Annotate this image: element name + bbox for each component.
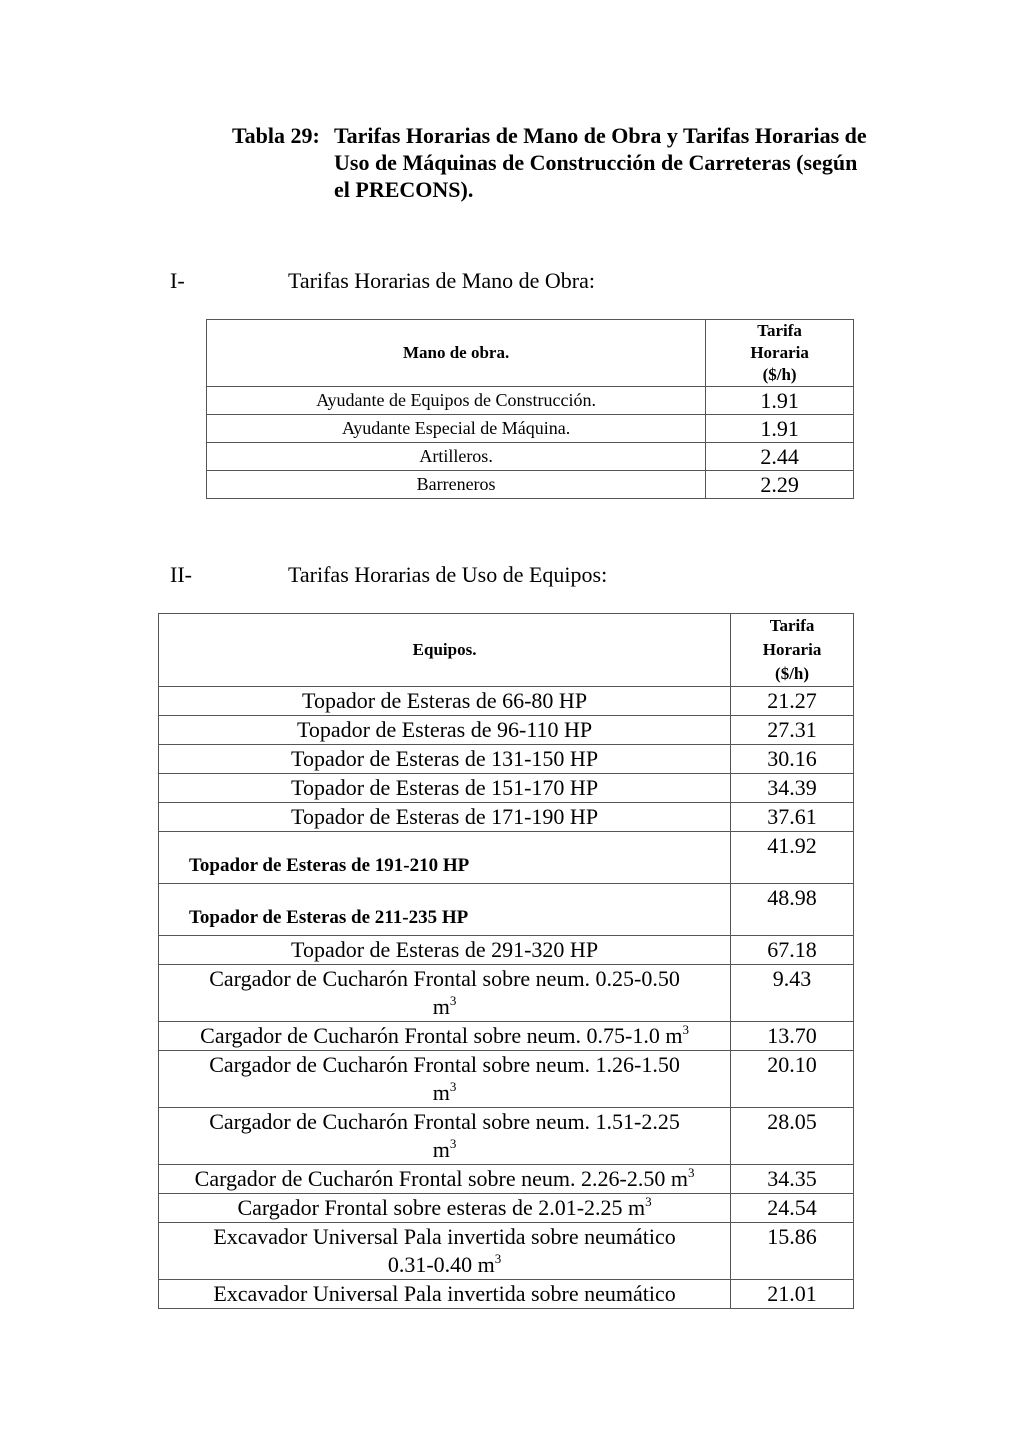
table-row <box>159 1165 854 1194</box>
column-header-equipment: Equipos. <box>159 614 731 687</box>
table-row <box>159 832 854 884</box>
unit-exponent: 3 <box>449 1136 457 1151</box>
equipment-name: Topador de Esteras de 151-170 HP <box>159 774 731 803</box>
unit: m <box>432 1080 450 1105</box>
equipment-name-line-2 <box>159 1251 730 1279</box>
equipment-name <box>159 1108 731 1165</box>
equipment-rate: 20.10 <box>731 1051 854 1108</box>
caption-label: Tabla 29: <box>232 123 320 148</box>
table-header-row <box>159 614 854 687</box>
labor-rate: 2.44 <box>706 443 854 471</box>
table-row <box>159 965 854 1022</box>
labor-name: Ayudante de Equipos de Construcción. <box>207 387 706 415</box>
table-row <box>207 387 854 415</box>
equipment-name <box>159 1022 731 1051</box>
rate-header-line-3: ($/h) <box>762 365 797 384</box>
table-row <box>159 687 854 716</box>
equipment-rate: 30.16 <box>731 745 854 774</box>
table-row <box>207 415 854 443</box>
equipment-name-text: Cargador de Cucharón Frontal sobre neum. 0.75-1.0 m <box>200 1023 683 1048</box>
unit-exponent: 3 <box>449 1079 457 1094</box>
equipment-name: Topador de Esteras de 171-190 HP <box>159 803 731 832</box>
labor-name: Ayudante Especial de Máquina. <box>207 415 706 443</box>
labor-name: Barreneros <box>207 471 706 499</box>
caption-text: Tarifas Horarias de Mano de Obra y Tarifas Horarias de Uso de Máquinas de Construcción de Carreteras (según el PRECONS). <box>334 123 867 202</box>
column-header-labor: Mano de obra. <box>207 320 706 387</box>
table-row <box>159 884 854 936</box>
table-row <box>159 1223 854 1280</box>
equipment-name <box>159 1223 731 1280</box>
table-row <box>207 471 854 499</box>
equipment-name-line-1: Cargador de Cucharón Frontal sobre neum. 1.51-2.25 <box>209 1109 680 1134</box>
equipment-name-line-2 <box>159 1136 730 1164</box>
labor-rate: 1.91 <box>706 415 854 443</box>
equipment-name-line-1: Cargador de Cucharón Frontal sobre neum. 0.25-0.50 <box>209 966 680 991</box>
labor-rate: 2.29 <box>706 471 854 499</box>
table-row <box>159 936 854 965</box>
table-row <box>159 774 854 803</box>
equipment-rate: 34.39 <box>731 774 854 803</box>
equipment-rate: 21.27 <box>731 687 854 716</box>
section-1-title: Tarifas Horarias de Mano de Obra: <box>288 268 595 293</box>
section-2-number: II- <box>170 562 192 587</box>
table-row <box>159 716 854 745</box>
equipment-rate: 15.86 <box>731 1223 854 1280</box>
labor-name: Artilleros. <box>207 443 706 471</box>
equipment-name-text: Cargador Frontal sobre esteras de 2.01-2.25 m <box>237 1195 646 1220</box>
equipment-rate: 9.43 <box>731 965 854 1022</box>
table-row <box>159 1051 854 1108</box>
equipment-name: Topador de Esteras de 96-110 HP <box>159 716 731 745</box>
equipment-name-line-2 <box>159 993 730 1021</box>
table-row <box>159 1022 854 1051</box>
equipment-name-line-1: Cargador de Cucharón Frontal sobre neum. 1.26-1.50 <box>209 1052 680 1077</box>
equipment-rate: 48.98 <box>731 884 854 936</box>
section-1-number: I- <box>170 268 185 293</box>
table-caption <box>232 122 872 203</box>
section-2-title: Tarifas Horarias de Uso de Equipos: <box>288 562 608 587</box>
unit-exponent: 3 <box>687 1165 695 1180</box>
equipment-name: Excavador Universal Pala invertida sobre neumático <box>159 1280 731 1309</box>
equipment-name <box>159 1165 731 1194</box>
labor-rate: 1.91 <box>706 387 854 415</box>
equipment-rate: 13.70 <box>731 1022 854 1051</box>
table-row <box>159 1194 854 1223</box>
unit: 0.31-0.40 m <box>387 1252 495 1277</box>
column-header-rate <box>706 320 854 387</box>
equipment-name-line-1: Excavador Universal Pala invertida sobre neumático <box>213 1224 676 1249</box>
equipment-rate: 24.54 <box>731 1194 854 1223</box>
equipment-name-text: Cargador de Cucharón Frontal sobre neum. 2.26-2.50 m <box>194 1166 688 1191</box>
rate-header-line-1: Tarifa <box>757 321 802 340</box>
table-row <box>207 443 854 471</box>
equipment-name <box>159 965 731 1022</box>
equipment-rate: 34.35 <box>731 1165 854 1194</box>
equipment-name: Topador de Esteras de 211-235 HP <box>159 884 731 936</box>
labor-rates-table <box>206 319 854 499</box>
unit: m <box>432 994 450 1019</box>
table-row <box>159 745 854 774</box>
column-header-rate <box>731 614 854 687</box>
equipment-name-line-2 <box>159 1079 730 1107</box>
equipment-rate: 67.18 <box>731 936 854 965</box>
rate-header-line-3: ($/h) <box>775 664 810 683</box>
equipment-name: Topador de Esteras de 191-210 HP <box>159 832 731 884</box>
equipment-rate: 37.61 <box>731 803 854 832</box>
equipment-rate: 28.05 <box>731 1108 854 1165</box>
equipment-name <box>159 1194 731 1223</box>
equipment-name: Topador de Esteras de 291-320 HP <box>159 936 731 965</box>
rate-header-line-1: Tarifa <box>769 616 815 635</box>
equipment-rate: 27.31 <box>731 716 854 745</box>
unit: m <box>432 1137 450 1162</box>
table-row <box>159 1108 854 1165</box>
equipment-name: Topador de Esteras de 66-80 HP <box>159 687 731 716</box>
rate-header-line-2: Horaria <box>750 343 809 362</box>
unit-exponent: 3 <box>645 1194 652 1209</box>
unit-exponent: 3 <box>449 993 457 1008</box>
rate-header-line-2: Horaria <box>762 640 822 659</box>
unit-exponent: 3 <box>494 1251 502 1266</box>
table-row <box>159 803 854 832</box>
unit-exponent: 3 <box>682 1022 689 1037</box>
table-header-row <box>207 320 854 387</box>
table-row <box>159 1280 854 1309</box>
equipment-name <box>159 1051 731 1108</box>
equipment-rate: 41.92 <box>731 832 854 884</box>
equipment-rate: 21.01 <box>731 1280 854 1309</box>
equipment-rates-table <box>158 613 854 1309</box>
equipment-name: Topador de Esteras de 131-150 HP <box>159 745 731 774</box>
